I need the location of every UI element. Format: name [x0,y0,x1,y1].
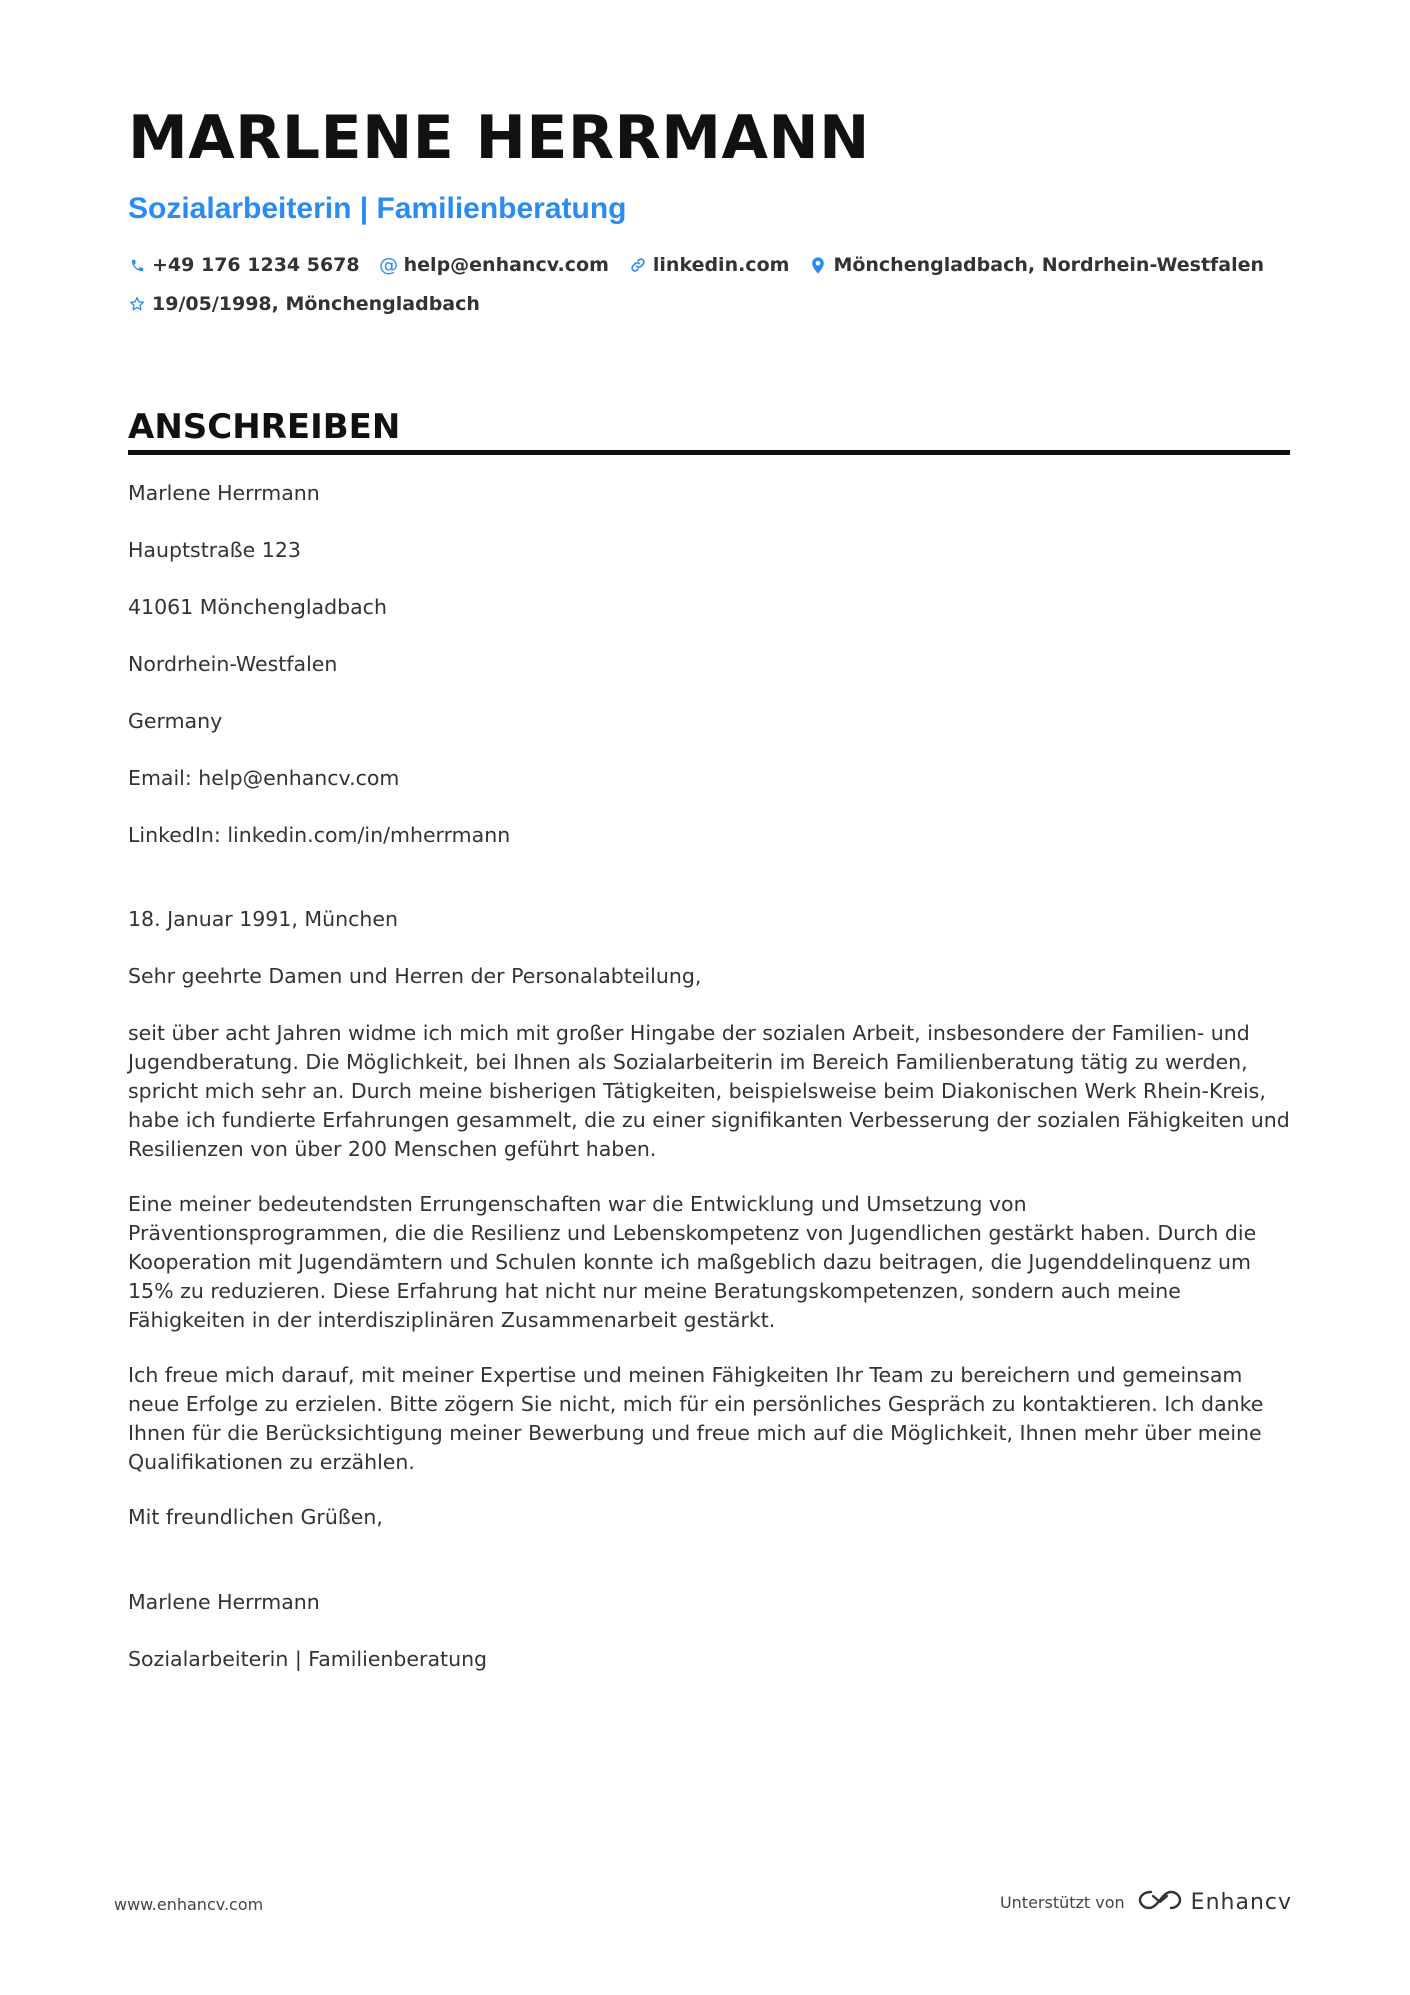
phone-icon [128,256,146,274]
location-icon [809,256,827,274]
letter-date: 18. Januar 1991, München [128,907,398,931]
contact-linkedin-text: linkedin.com [652,254,790,276]
signature-name: Marlene Herrmann [128,1590,320,1614]
brand-name: Enhancv [1190,1889,1292,1915]
contact-phone-text: +49 176 1234 5678 [152,254,360,276]
applicant-name: MARLENE HERRMANN [128,103,870,173]
powered-by-text: Unterstützt von [999,1892,1125,1912]
enhancv-logo-icon [1137,1888,1183,1916]
contact-email [380,254,609,276]
star-icon [128,295,146,313]
letter-paragraph: Ich freue mich darauf, mit meiner Expertise und meinen Fähigkeiten Ihr Team zu bereichern und gemeinsam neue Erfolge zu erzielen. Bitte zögern Sie nicht, mich für ein persönliches Gespräch zu kontaktieren. Ich danke Ihnen für die Berücksichtigung meiner Bewerbung und freue mich auf die Möglichkeit, Ihnen mehr über meine Qualifikationen zu erzählen. [128,1363,1264,1474]
address-line: Email: help@enhancv.com [128,766,400,790]
letter-paragraph: Eine meiner bedeutendsten Errungenschaften war die Entwicklung und Umsetzung von Präventionsprogrammen, die die Resilienz und Lebenskompetenz von Jugendlichen gestärkt haben. Durch die Kooperation mit Jugendämtern und Schulen konnte ich maßgeblich dazu beitragen, die Jugenddelinquenz um 15% zu reduzieren. Diese Erfahrung hat nicht nur meine Beratungskompetenzen, sondern auch meine Fähigkeiten in der interdisziplinären Zusammenarbeit gestärkt. [128,1192,1257,1332]
footer-branding [1000,1888,1292,1916]
address-line: LinkedIn: linkedin.com/in/mherrmann [128,823,511,847]
contact-row-2 [128,293,500,315]
section-title: ANSCHREIBEN [128,407,401,447]
letter-salutation: Sehr geehrte Damen und Herren der Personalabteilung, [128,964,702,988]
contact-birth [128,293,480,315]
address-line: 41061 Mönchengladbach [128,595,387,619]
applicant-title: Sozialarbeiterin | Familienberatung [128,192,627,225]
footer-website[interactable]: www.enhancv.com [114,1895,264,1914]
contact-linkedin [629,254,790,276]
address-line: Nordrhein-Westfalen [128,652,338,676]
contact-email-text: help@enhancv.com [403,254,609,276]
contact-phone [128,254,360,276]
contact-birth-text: 19/05/1998, Mönchengladbach [152,293,480,315]
signature-title: Sozialarbeiterin | Familienberatung [128,1647,488,1671]
contact-location-text: Mönchengladbach, Nordrhein-Westfalen [833,254,1265,276]
contact-row-1 [128,254,1284,276]
contact-location [809,254,1264,276]
at-icon: @ [379,254,399,276]
address-line: Marlene Herrmann [128,481,320,505]
section-divider [128,450,1290,455]
letter-closing: Mit freundlichen Grüßen, [128,1505,383,1529]
address-line: Hauptstraße 123 [128,538,301,562]
address-line: Germany [128,709,223,733]
link-icon [629,256,647,274]
letter-paragraph: seit über acht Jahren widme ich mich mit großer Hingabe der sozialen Arbeit, insbesondere der Familien- und Jugendberatung. Die Möglichkeit, bei Ihnen als Sozialarbeiterin im Bereich Familienberatung tätig zu werden, spricht mich sehr an. Durch meine bisherigen Tätigkeiten, beispielsweise beim Diakonischen Werk Rhein-Kreis, habe ich fundierte Erfahrungen gesammelt, die zu einer signifikanten Verbesserung der sozialen Fähigkeiten und Resilienzen von über 200 Menschen geführt haben. [128,1021,1290,1161]
